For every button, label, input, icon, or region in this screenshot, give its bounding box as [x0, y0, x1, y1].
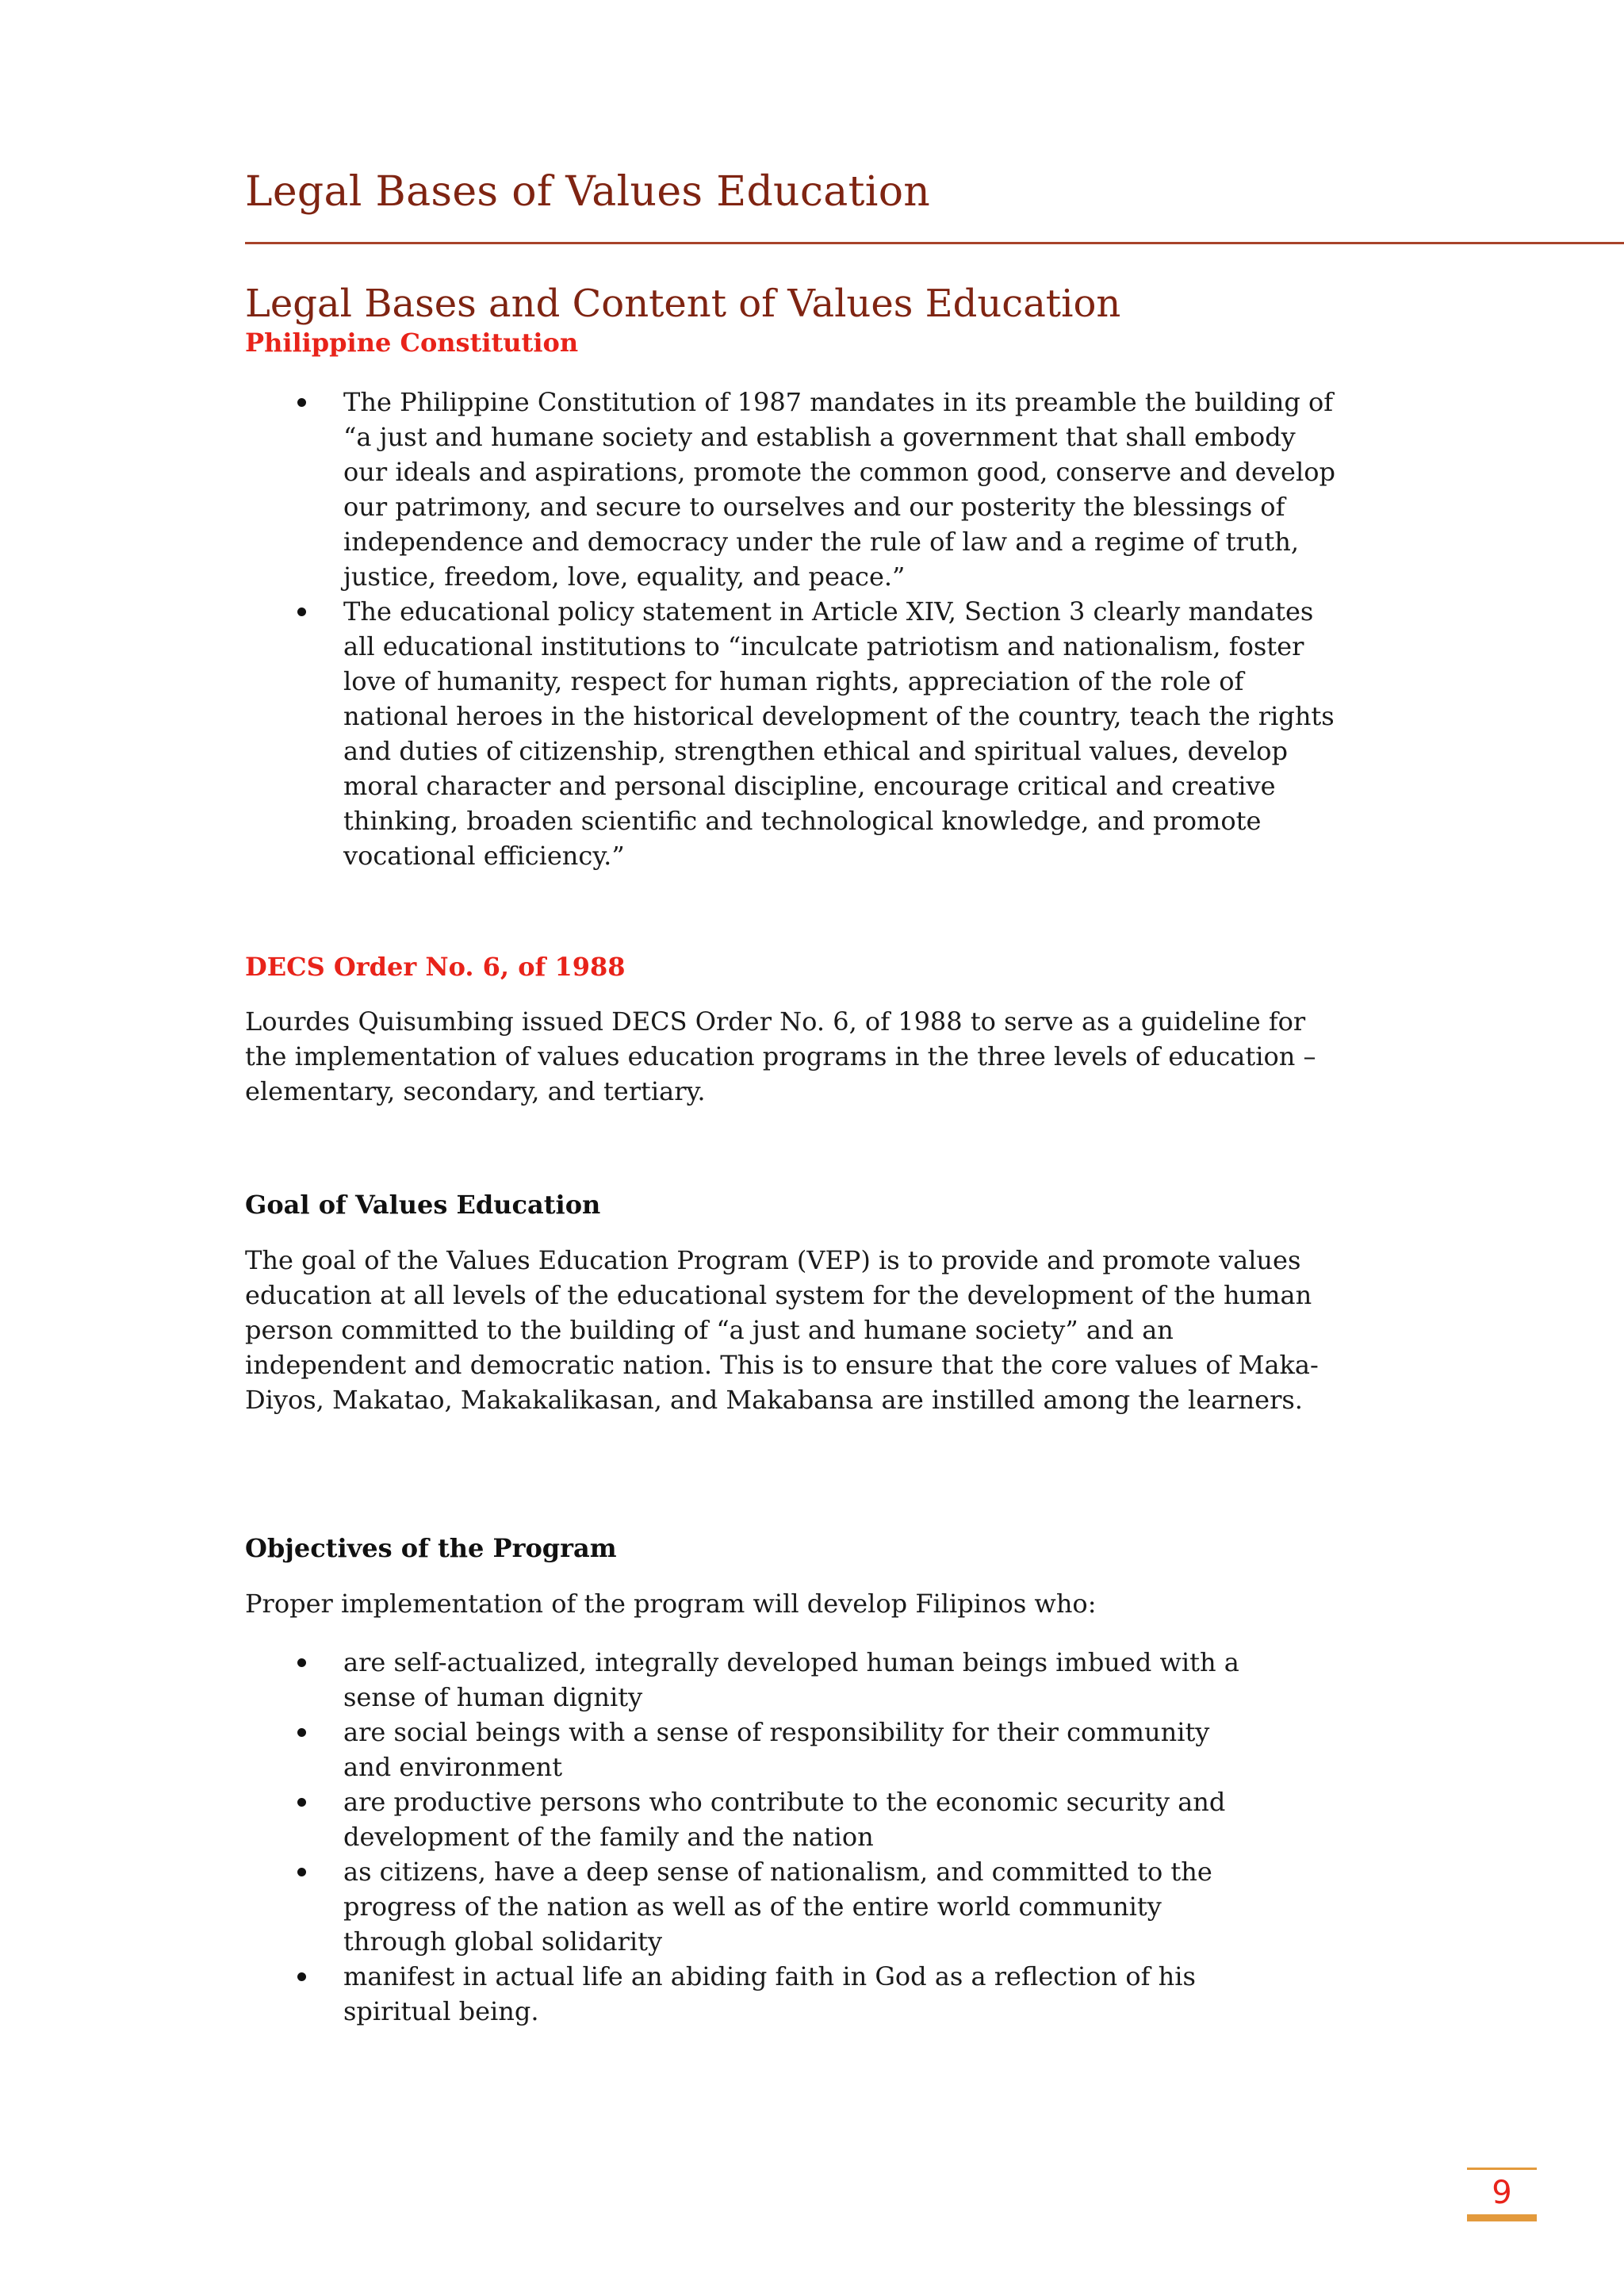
- goal-heading: Goal of Values Education: [245, 1190, 601, 1220]
- list-item: [245, 385, 1335, 594]
- text-line: progress of the nation as well as of the entire world community: [343, 1892, 1162, 1922]
- text-line: development of the family and the nation: [343, 1822, 874, 1852]
- objectives-intro: [245, 1586, 1096, 1621]
- goal-paragraph: [245, 1243, 1319, 1417]
- bullet-icon: [297, 1798, 306, 1807]
- text-line: are self-actualized, integrally developed human beings imbued with a: [343, 1647, 1239, 1677]
- page-number: 9: [1492, 2175, 1512, 2211]
- text-line: The educational policy statement in Article XIV, Section 3 clearly mandates: [343, 596, 1314, 627]
- list-item: [245, 1645, 1239, 1715]
- title-divider: [245, 242, 1624, 244]
- text-line: moral character and personal discipline, encourage critical and creative: [343, 771, 1276, 801]
- text-line: The Philippine Constitution of 1987 mandates in its preamble the building of: [343, 387, 1334, 417]
- list-item: [245, 1784, 1239, 1854]
- text-line: independence and democracy under the rule of law and a regime of truth,: [343, 527, 1299, 557]
- bullet-icon: [297, 1972, 306, 1981]
- text-line: manifest in actual life an abiding faith in God as a reflection of his: [343, 1961, 1196, 1991]
- decs-heading: DECS Order No. 6, of 1988: [245, 952, 626, 982]
- objectives-list: [245, 1645, 1239, 2029]
- page-number-bottom-rule: [1467, 2214, 1537, 2221]
- text-line: are social beings with a sense of responsibility for their community: [343, 1717, 1210, 1747]
- text-line: person committed to the building of “a just and humane society” and an: [245, 1315, 1174, 1345]
- text-line: independent and democratic nation. This is to ensure that the core values of Maka-: [245, 1350, 1319, 1380]
- bullet-icon: [297, 398, 306, 407]
- text-line: education at all levels of the educational system for the development of the human: [245, 1280, 1312, 1310]
- text-line: “a just and humane society and establish a government that shall embody: [343, 422, 1296, 452]
- list-item: [245, 594, 1335, 873]
- text-line: elementary, secondary, and tertiary.: [245, 1076, 706, 1106]
- text-line: love of humanity, respect for human rights, appreciation of the role of: [343, 666, 1244, 696]
- text-line: national heroes in the historical development of the country, teach the rights: [343, 701, 1335, 731]
- decs-paragraph: [245, 1004, 1316, 1109]
- text-line: our patrimony, and secure to ourselves and our posterity the blessings of: [343, 492, 1285, 522]
- page-title: Legal Bases of Values Education: [245, 168, 931, 216]
- text-line: Lourdes Quisumbing issued DECS Order No. 6, of 1988 to serve as a guideline for: [245, 1006, 1306, 1037]
- text-line: and duties of citizenship, strengthen ethical and spiritual values, develop: [343, 736, 1289, 766]
- text-line: and environment: [343, 1752, 563, 1782]
- text-line: The goal of the Values Education Program (VEP) is to provide and promote values: [245, 1245, 1301, 1275]
- list-item: [245, 1715, 1239, 1784]
- bullet-icon: [297, 1868, 306, 1876]
- list-item: [245, 1959, 1239, 2029]
- list-item: [245, 1854, 1239, 1959]
- text-line: Proper implementation of the program will develop Filipinos who:: [245, 1589, 1097, 1619]
- text-line: the implementation of values education programs in the three levels of education –: [245, 1041, 1316, 1071]
- text-line: are productive persons who contribute to the economic security and: [343, 1787, 1226, 1817]
- text-line: Diyos, Makatao, Makakalikasan, and Makabansa are instilled among the learners.: [245, 1385, 1303, 1415]
- page-number-box: [1467, 2168, 1537, 2221]
- text-line: as citizens, have a deep sense of nationalism, and committed to the: [343, 1857, 1212, 1887]
- text-line: thinking, broaden scientific and technological knowledge, and promote: [343, 806, 1262, 836]
- text-line: justice, freedom, love, equality, and peace.”: [343, 562, 906, 592]
- text-line: all educational institutions to “inculcate patriotism and nationalism, foster: [343, 631, 1304, 661]
- bullet-icon: [297, 608, 306, 616]
- text-line: sense of human dignity: [343, 1682, 643, 1712]
- section-title: Legal Bases and Content of Values Education: [245, 282, 1121, 326]
- text-line: vocational efficiency.”: [343, 841, 625, 871]
- objectives-heading: Objectives of the Program: [245, 1533, 617, 1563]
- text-line: through global solidarity: [343, 1926, 663, 1957]
- text-line: our ideals and aspirations, promote the common good, conserve and develop: [343, 457, 1335, 487]
- text-line: spiritual being.: [343, 1996, 539, 2026]
- constitution-heading: Philippine Constitution: [245, 328, 579, 358]
- bullet-icon: [297, 1728, 306, 1737]
- constitution-list: [245, 385, 1335, 873]
- bullet-icon: [297, 1658, 306, 1667]
